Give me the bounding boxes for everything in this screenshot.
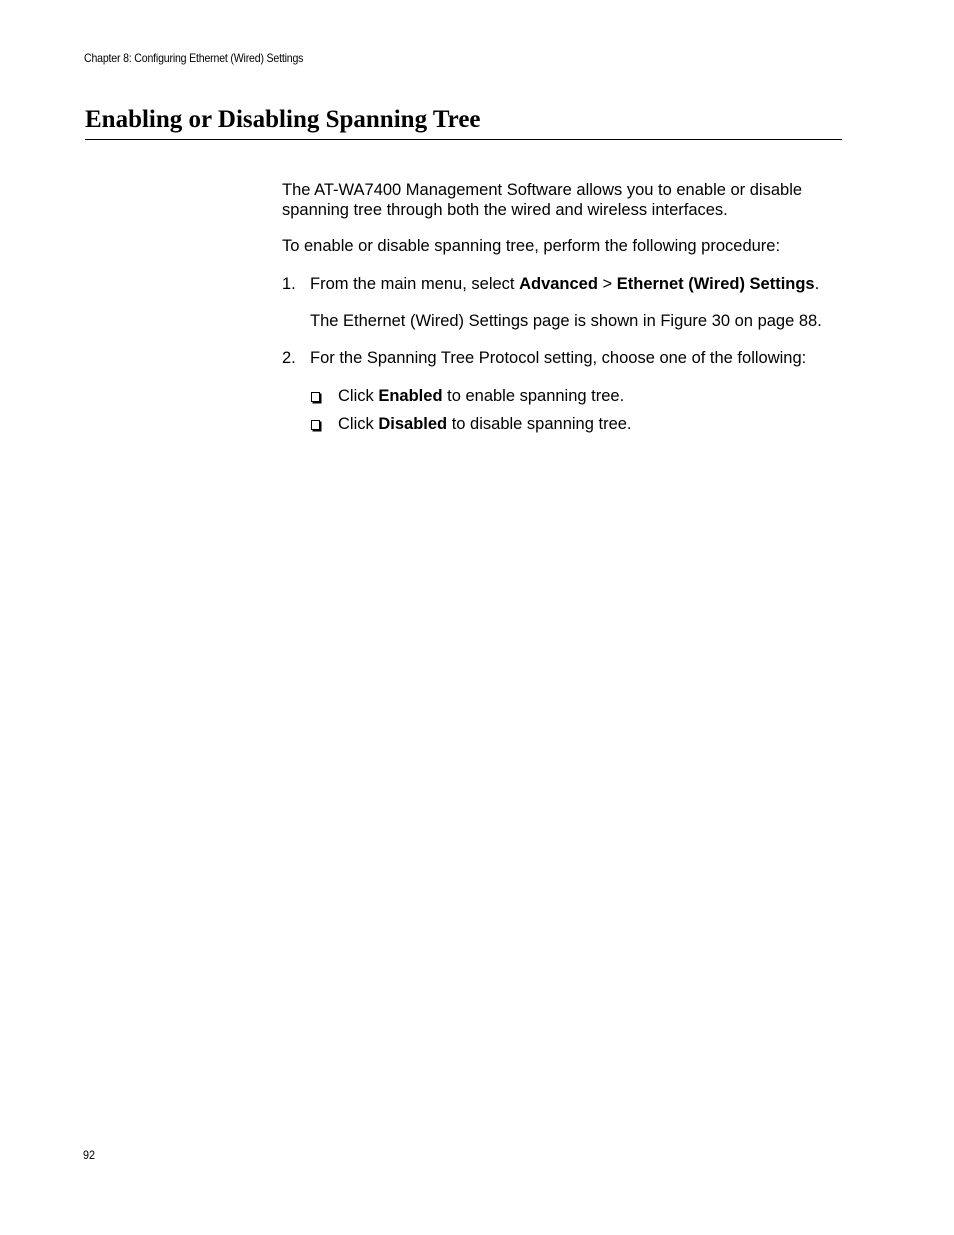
- checkbox-bullet-icon: [311, 420, 320, 430]
- option-enabled-label: Enabled: [378, 387, 443, 405]
- intro-paragraph: [282, 180, 802, 220]
- option-disabled-suffix: to disable spanning tree.: [447, 415, 632, 433]
- option-disabled-prefix: Click: [338, 415, 379, 433]
- procedure-intro: To enable or disable spanning tree, perform the following procedure:: [282, 237, 781, 255]
- intro-line-1: The AT-WA7400 Management Software allows you to enable or disable: [282, 181, 803, 199]
- step-2-number: 2.: [282, 349, 296, 367]
- step-1-number: 1.: [282, 275, 296, 293]
- option-disabled-label: Disabled: [378, 415, 448, 433]
- intro-line-2: spanning tree through both the wired and wireless interfaces.: [282, 201, 728, 219]
- page-number: 92: [83, 1148, 96, 1162]
- option-enabled-prefix: Click: [338, 387, 379, 405]
- menu-ethernet-wired-settings: Ethernet (Wired) Settings: [616, 275, 815, 293]
- option-disabled: [338, 414, 632, 434]
- step-2-text: For the Spanning Tree Protocol setting, choose one of the following:: [310, 349, 807, 367]
- step-1-text: [310, 274, 819, 294]
- step-1-prefix: From the main menu, select: [310, 275, 520, 293]
- section-title: Enabling or Disabling Spanning Tree: [85, 106, 481, 133]
- title-rule: [85, 139, 842, 140]
- option-enabled: [338, 386, 624, 406]
- checkbox-bullet-icon: [311, 392, 320, 402]
- option-enabled-suffix: to enable spanning tree.: [442, 387, 625, 405]
- menu-separator: >: [597, 275, 617, 293]
- menu-advanced: Advanced: [519, 275, 598, 293]
- step-1-suffix: .: [814, 275, 820, 293]
- step-1-note: The Ethernet (Wired) Settings page is shown in Figure 30 on page 88.: [310, 312, 822, 330]
- running-header: Chapter 8: Configuring Ethernet (Wired) Settings: [84, 51, 304, 65]
